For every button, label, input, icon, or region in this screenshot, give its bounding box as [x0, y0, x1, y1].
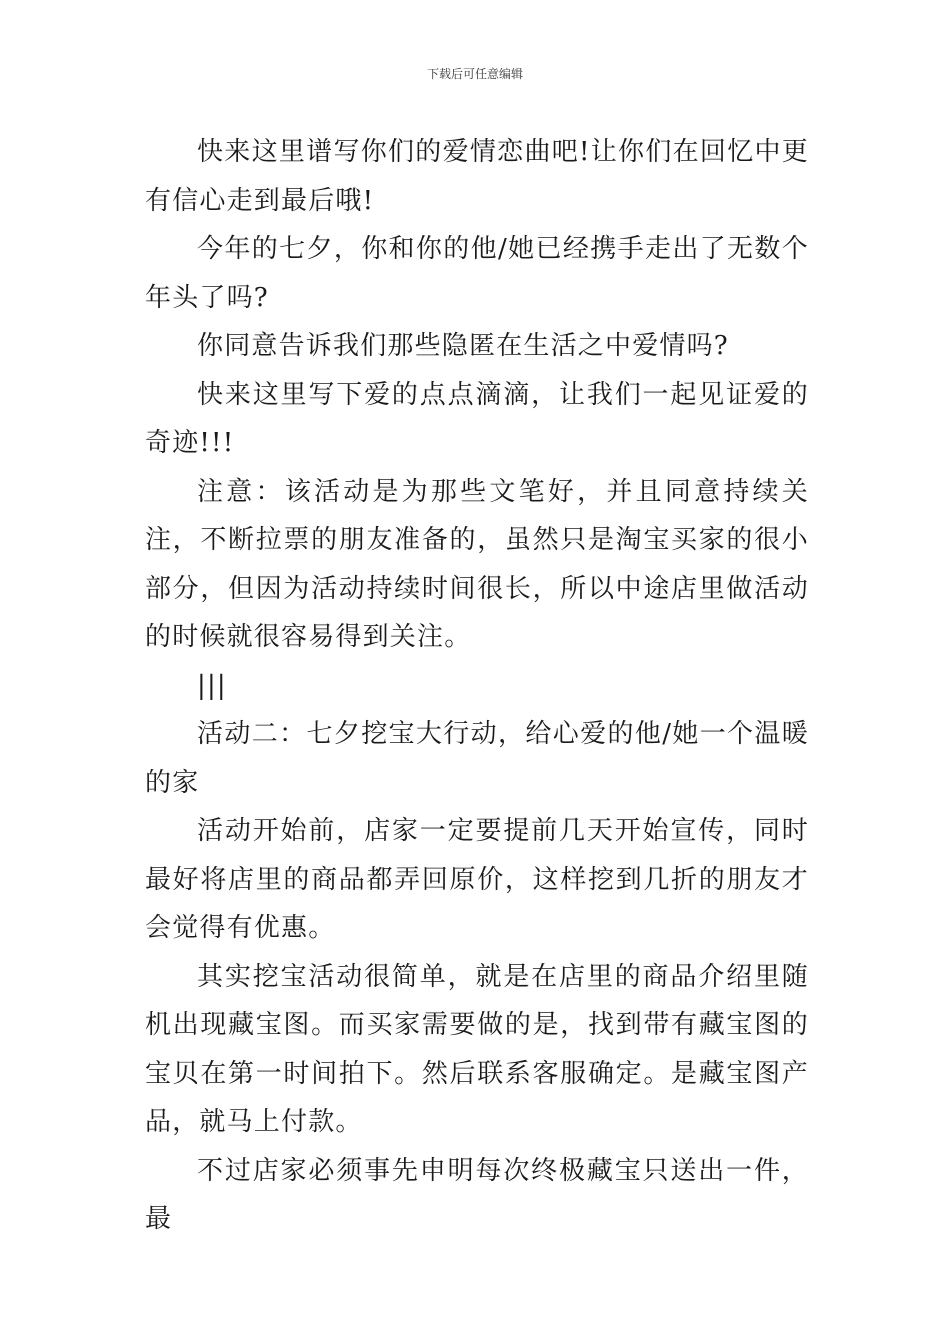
paragraph: 今年的七夕，你和你的他/她已经携手走出了无数个年头了吗?	[145, 234, 809, 313]
paragraph: 不过店家必须事先申明每次终极藏宝只送出一件，最	[145, 1155, 809, 1234]
document-body	[145, 128, 809, 1244]
paragraph: 活动开始前，店家一定要提前几天开始宣传，同时最好将店里的商品都弄回原价，这样挖到几折的朋友才会觉得有优惠。	[145, 816, 809, 943]
separator-paragraph: |||	[197, 670, 227, 701]
paragraph: 快来这里写下爱的点点滴滴，让我们一起见证爱的奇迹!!!	[145, 379, 809, 458]
paragraph: 快来这里谱写你们的爱情恋曲吧!让你们在回忆中更有信心走到最后哦!	[145, 137, 809, 216]
paragraph: 你同意告诉我们那些隐匿在生活之中爱情吗?	[197, 331, 729, 361]
section-heading: 活动二：七夕挖宝大行动，给心爱的他/她一个温暖的家	[145, 719, 809, 798]
paragraph: 注意：该活动是为那些文笔好，并且同意持续关注，不断拉票的朋友准备的，虽然只是淘宝买家的很小部分，但因为活动持续时间很长，所以中途店里做活动的时候就很容易得到关注。	[145, 476, 809, 652]
paragraph: 其实挖宝活动很简单，就是在店里的商品介绍里随机出现藏宝图。而买家需要做的是，找到带有藏宝图的宝贝在第一时间拍下。然后联系客服确定。是藏宝图产品，就马上付款。	[145, 961, 809, 1137]
page-header: 下载后可任意编辑	[426, 67, 523, 81]
